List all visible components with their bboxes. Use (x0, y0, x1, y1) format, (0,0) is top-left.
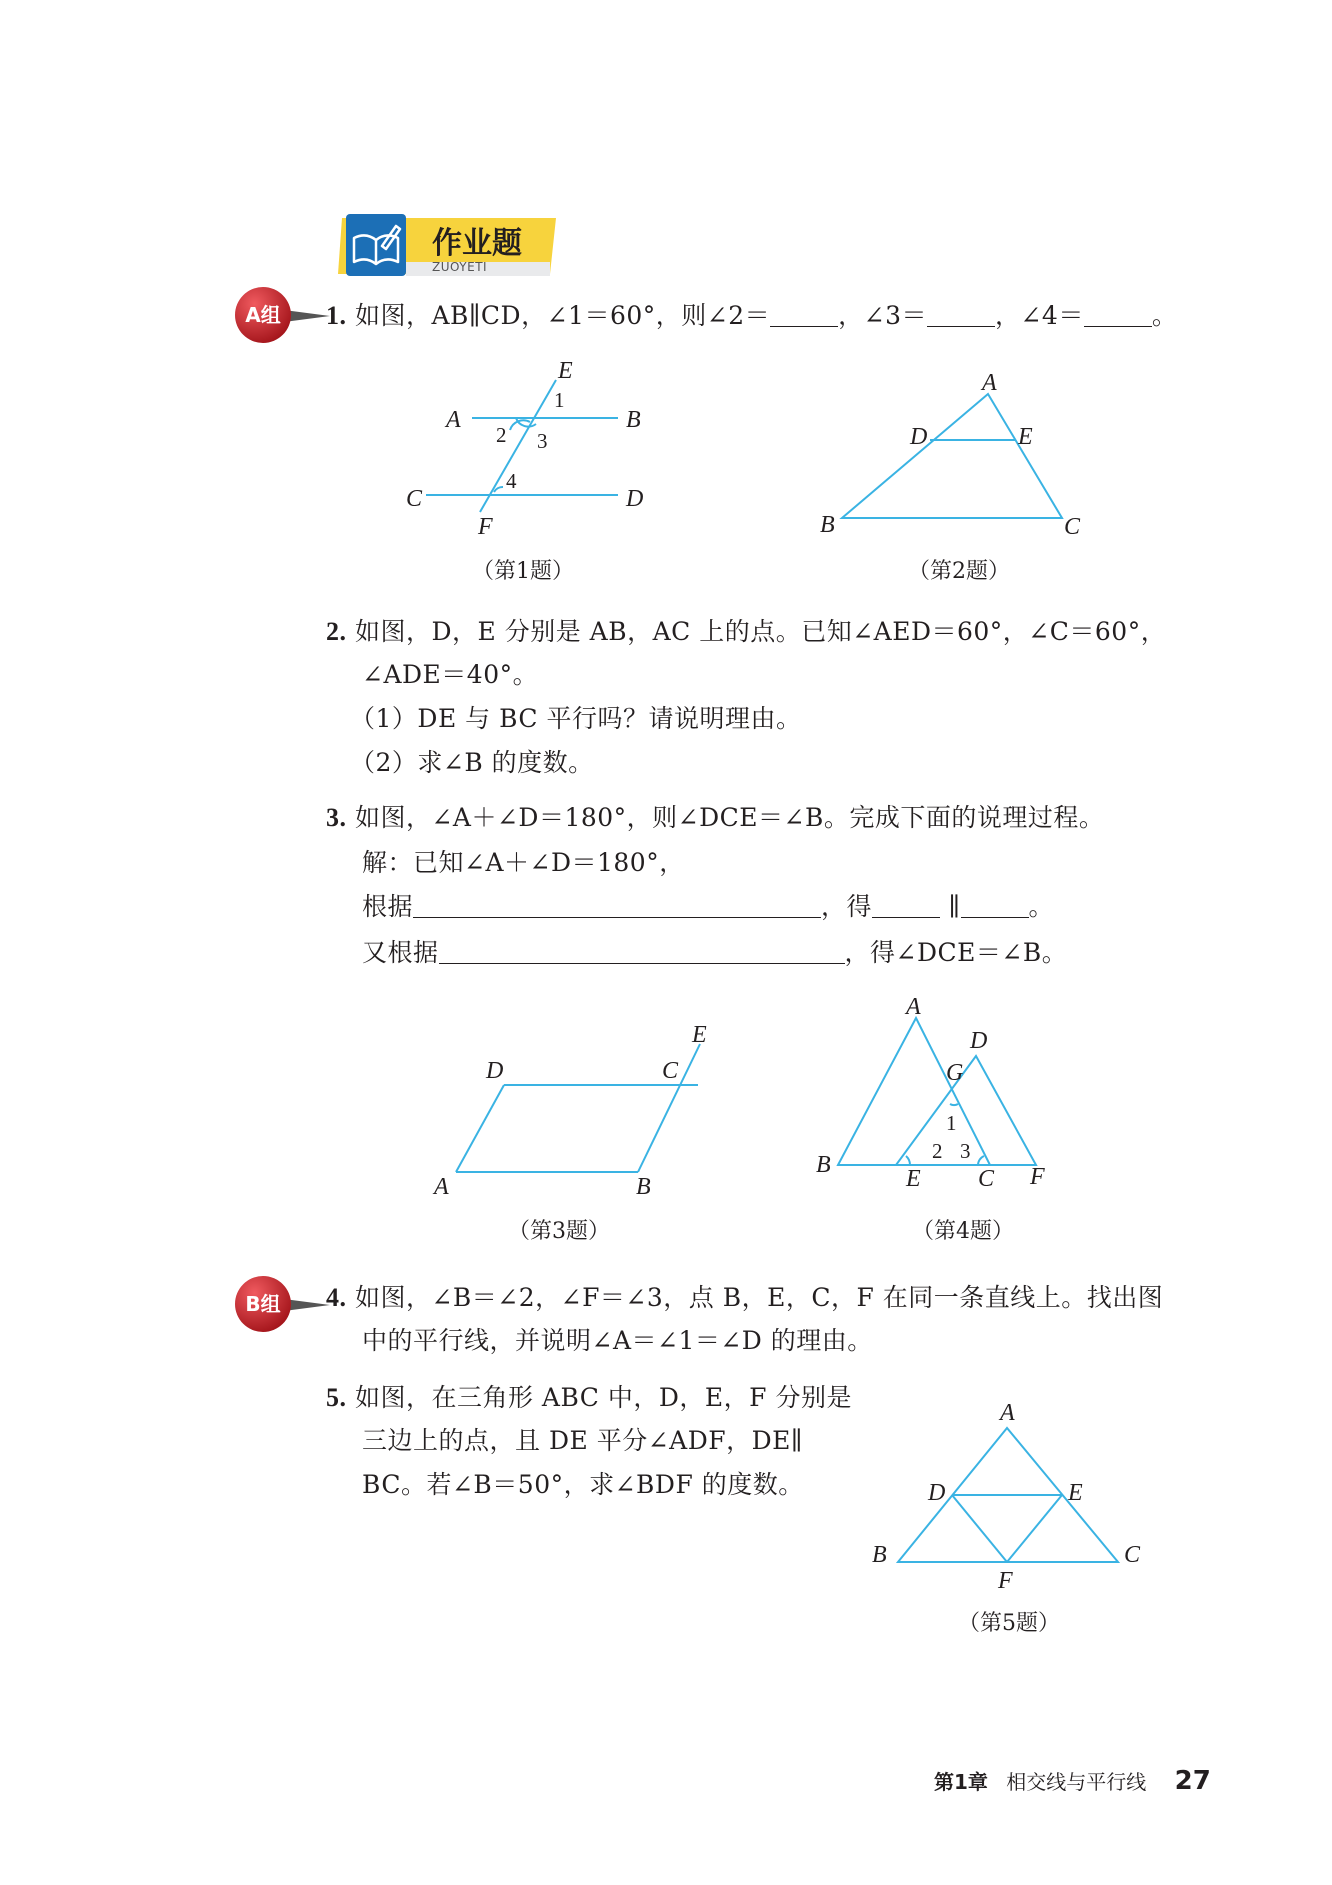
question-3-line1 (326, 802, 1104, 833)
question-1 (326, 300, 1177, 331)
fig4-label-E: E (906, 1166, 921, 1192)
fig4-label-C: C (978, 1166, 995, 1192)
fig1-label-2: 2 (496, 423, 507, 447)
fig5-label-E: E (1068, 1480, 1083, 1506)
fig1-label-1: 1 (554, 388, 565, 412)
fig4-label-3: 3 (960, 1139, 971, 1163)
fig4-label-A: A (906, 994, 921, 1020)
fig1-caption: （第1题） (472, 559, 574, 584)
fig1-label-4: 4 (506, 469, 517, 493)
fig4-label-B: B (816, 1152, 831, 1178)
footer-chapter: 第1章 (934, 1770, 988, 1794)
answer-blank-reason-1[interactable] (413, 893, 821, 918)
fig1-label-B: B (626, 407, 641, 433)
group-b-badge (234, 1275, 334, 1335)
fig1-label-3: 3 (537, 429, 548, 453)
fig4-label-1: 1 (946, 1111, 957, 1135)
question-1-text-4: 。 (1151, 301, 1178, 330)
fig2-label-B: B (820, 512, 835, 538)
section-header (328, 212, 558, 280)
fig4-caption: （第4题） (912, 1219, 1014, 1244)
question-4-text-2: 中的平行线，并说明∠A＝∠1＝∠D 的理由。 (362, 1326, 873, 1355)
group-a-badge (234, 286, 334, 346)
fig4-label-2: 2 (932, 1139, 943, 1163)
fig1-label-E: E (558, 358, 573, 384)
fig3-label-B: B (636, 1174, 651, 1200)
header-title: 作业题 (432, 226, 522, 261)
question-1-text-2: ，∠3＝ (838, 301, 927, 330)
fig3-label-E: E (692, 1022, 707, 1048)
question-3-text-1: 如图，∠A＋∠D＝180°，则∠DCE＝∠B。完成下面的说理过程。 (354, 803, 1105, 832)
group-a-label: A组 (245, 303, 281, 327)
answer-blank-angle4[interactable] (1084, 302, 1152, 327)
fig1-label-F: F (478, 514, 493, 540)
fig5-caption: （第5题） (958, 1611, 1060, 1636)
question-2-sub-2: （2）求∠B 的度数。 (350, 748, 594, 777)
question-3-text-3d: 。 (1028, 892, 1055, 921)
fig5-label-A: A (1000, 1400, 1015, 1426)
question-3-text-2: 解：已知∠A＋∠D＝180°， (362, 848, 685, 877)
fig3-label-D: D (486, 1058, 504, 1084)
question-1-number: 1. (326, 301, 347, 330)
question-2-text-2: ∠ADE＝40°。 (362, 660, 539, 689)
question-3-line4 (362, 938, 1067, 968)
fig4-label-D: D (970, 1028, 988, 1054)
fig3-label-C: C (662, 1058, 679, 1084)
book-pencil-icon (346, 216, 406, 276)
question-4-number: 4. (326, 1283, 347, 1312)
question-5-text-1: 如图，在三角形 ABC 中，D，E，F 分别是 (354, 1383, 852, 1412)
fig3-label-A: A (434, 1174, 449, 1200)
answer-blank-reason-2[interactable] (439, 939, 845, 964)
question-3-text-4a: 又根据 (362, 938, 439, 967)
fig5-label-D: D (928, 1480, 946, 1506)
fig1-label-D: D (626, 486, 644, 512)
fig2-label-C: C (1064, 514, 1081, 540)
fig2-label-D: D (910, 424, 928, 450)
question-2-sub-1: （1）DE 与 BC 平行吗？请说明理由。 (350, 704, 802, 733)
question-5-text-3: BC。若∠B＝50°，求∠BDF 的度数。 (362, 1470, 804, 1499)
question-5-number: 5. (326, 1383, 347, 1412)
question-5-text-2: 三边上的点，且 DE 平分∠ADF，DE∥ (362, 1426, 803, 1455)
fig1-label-A: A (446, 407, 461, 433)
fig3-caption: （第3题） (508, 1219, 610, 1244)
question-1-text-3: ，∠4＝ (994, 301, 1084, 330)
fig2-label-A: A (982, 370, 997, 396)
answer-blank-angle3[interactable] (927, 302, 995, 327)
fig5-label-B: B (872, 1542, 887, 1568)
question-3-number: 3. (326, 803, 347, 832)
question-3-text-4b: ，得∠DCE＝∠B。 (844, 938, 1068, 967)
question-2-number: 2. (326, 617, 347, 646)
question-1-text: 如图，AB∥CD，∠1＝60°，则∠2＝ (354, 301, 771, 330)
fig5-label-C: C (1124, 1542, 1141, 1568)
question-2-text-1: 如图，D，E 分别是 AB，AC 上的点。已知∠AED＝60°，∠C＝60°， (354, 617, 1167, 646)
footer-chapter-title: 相交线与平行线 (1006, 1770, 1147, 1794)
fig4-label-G: G (946, 1060, 964, 1086)
header-subtitle: ZUOYETI (432, 260, 488, 274)
question-4-text-1: 如图，∠B＝∠2，∠F＝∠3，点 B，E，C，F 在同一条直线上。找出图 (354, 1283, 1164, 1312)
page-footer (934, 1766, 1211, 1796)
question-3-parallel-symbol: ∥ (948, 892, 961, 921)
question-3-text-3a: 根据 (362, 892, 414, 921)
question-5-line1 (326, 1382, 852, 1413)
fig5-label-F: F (998, 1568, 1013, 1594)
fig2-caption: （第2题） (908, 559, 1010, 584)
fig2-label-E: E (1018, 424, 1033, 450)
question-3-line3 (362, 892, 1054, 922)
answer-blank-line-1[interactable] (872, 893, 940, 918)
page-number: 27 (1174, 1766, 1211, 1796)
answer-blank-line-2[interactable] (961, 893, 1029, 918)
fig1-label-C: C (406, 486, 423, 512)
answer-blank-angle2[interactable] (770, 302, 838, 327)
question-4-line1 (326, 1282, 1163, 1313)
fig4-label-F: F (1030, 1164, 1045, 1190)
question-2-line1 (326, 616, 1166, 647)
group-b-label: B组 (245, 1292, 281, 1316)
question-3-text-3b: ，得 (821, 892, 873, 921)
